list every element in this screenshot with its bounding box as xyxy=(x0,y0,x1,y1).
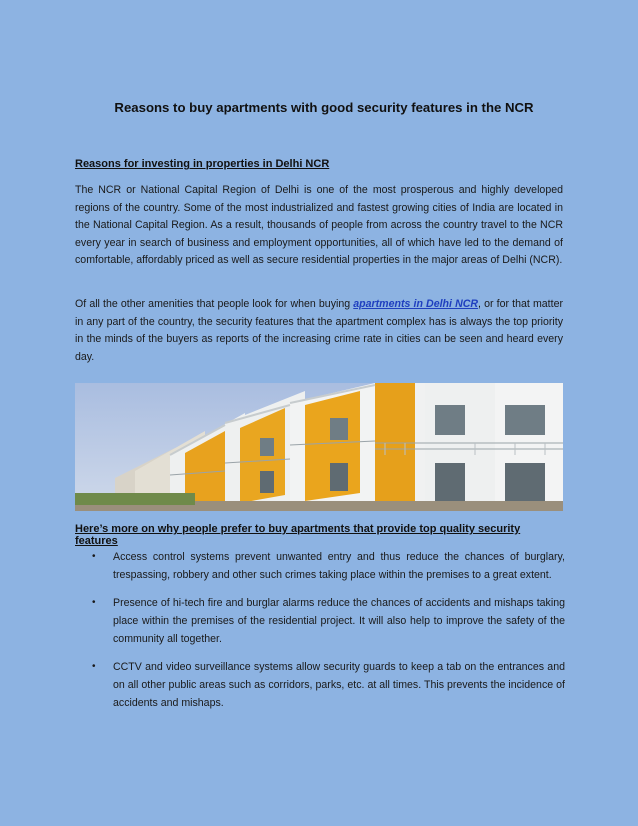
list-item-text: CCTV and video surveillance systems allow security guards to keep a tab on the entrances and on all other public areas such as corridors, parks, etc. at all times. This prevents the incidence of accidents and mishaps. xyxy=(113,661,565,709)
bullet-icon: • xyxy=(92,551,96,562)
paragraph-ncr-overview: The NCR or National Capital Region of Delhi is one of the most prosperous and highly developed regions of the country. Some of the most industrialized and fastest growing cities of India are located in the National Capital Region. As a result, thousands of people from across the country travel to the NCR every year in search of business and employment opportunities, all of which have led to the demand of comfortable, affordably priced as well as secure residential properties in the major areas of Delhi (NCR). xyxy=(75,184,563,266)
list-item xyxy=(75,658,565,712)
bullet-icon: • xyxy=(92,661,96,672)
apartments-photo xyxy=(75,383,563,511)
bullet-icon: • xyxy=(92,597,96,608)
apartments-delhi-ncr-link[interactable]: apartments in Delhi NCR xyxy=(353,298,479,310)
list-item-text: Access control systems prevent unwanted entry and thus reduce the chances of burglary, trespassing, robbery and other such crimes taking place within the premises to a great extent. xyxy=(113,551,565,581)
list-item xyxy=(75,548,565,584)
paragraph-security-priority xyxy=(75,296,563,366)
section-heading-investing: Reasons for investing in properties in Delhi NCR xyxy=(75,158,330,170)
list-item xyxy=(75,594,565,648)
paragraph-text-end: , or for that matter in any part of the country, the security features that the apartment complex has is always the top priority in the minds of the buyers as reports of the increasing crime rate in cities can be seen and heard every day. xyxy=(75,298,563,363)
paragraph-text-start: Of all the other amenities that people look for when buying xyxy=(75,298,354,310)
list-item-text: Presence of hi-tech fire and burglar alarms reduce the chances of accidents and mishaps taking place within the premises of the residential project. It will also help to improve the safety of the community all together. xyxy=(113,597,565,645)
security-features-list xyxy=(75,548,565,722)
apartment-building-image xyxy=(75,383,563,511)
section-heading-security-features: Here’s more on why people prefer to buy apartments that provide top quality security features xyxy=(75,523,521,547)
document-title: Reasons to buy apartments with good security features in the NCR xyxy=(114,100,534,115)
